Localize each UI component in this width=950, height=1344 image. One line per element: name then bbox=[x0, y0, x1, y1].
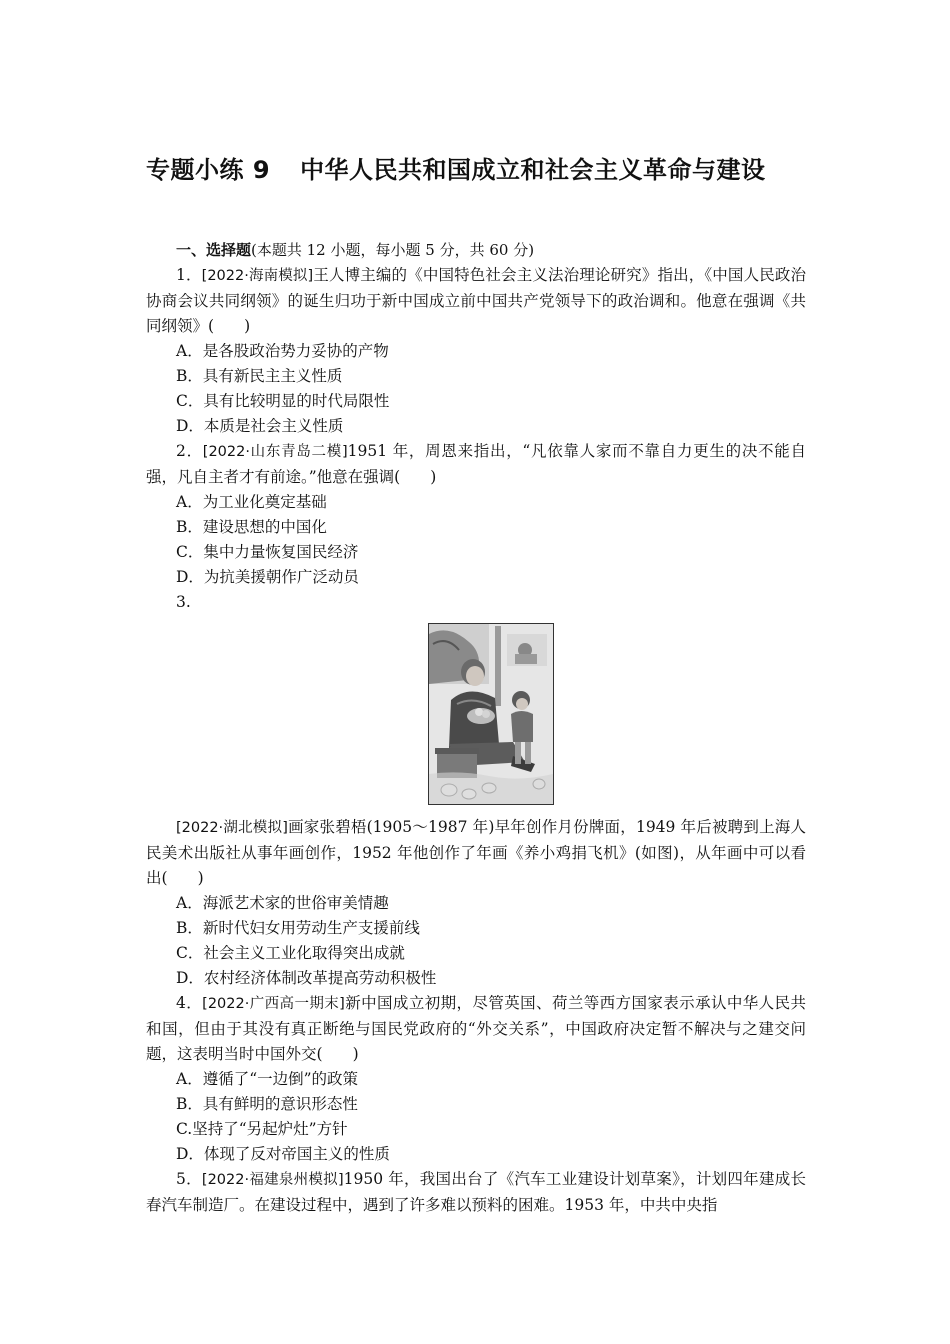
question-1 bbox=[146, 263, 806, 439]
answer-blank-close: ) bbox=[352, 1045, 359, 1063]
option-d: D．本质是社会主义性质 bbox=[176, 417, 344, 435]
option-b: B．具有新民主主义性质 bbox=[176, 367, 343, 385]
question-number: 3. bbox=[176, 593, 191, 611]
question-source: [2022·湖北模拟] bbox=[176, 820, 288, 836]
option-d: D．体现了反对帝国主义的性质 bbox=[176, 1145, 390, 1163]
question-stem bbox=[146, 439, 806, 490]
page-title bbox=[146, 150, 826, 190]
question-text: 1950 年，我国出台了《汽车工业建设计划草案》，计划四年建成长春汽车制造厂。在建设过程中，遇到了许多难以预料的困难。1953 年，中共中央指 bbox=[146, 1170, 806, 1214]
answer-blank-close: ) bbox=[430, 468, 437, 486]
question-text: 王人博主编的《中国特色社会主义法治理论研究》指出，《中国人民政治协商会议共同纲领》的诞生归功于新中国成立前中国共产党领导下的政治调和。他意在强调《共同纲领》( bbox=[146, 266, 806, 335]
option-a: A．海派艺术家的世俗审美情趣 bbox=[176, 894, 389, 912]
new-year-painting-image bbox=[428, 623, 554, 805]
painting-illustration bbox=[429, 624, 553, 804]
option-d: D．为抗美援朝作广泛动员 bbox=[176, 568, 359, 586]
option-b: B．新时代妇女用劳动生产支援前线 bbox=[176, 919, 420, 937]
option-a: A．是各股政治势力妥协的产物 bbox=[176, 342, 389, 360]
section-heading-text: 一、选择题 bbox=[176, 241, 252, 259]
question-stem bbox=[146, 263, 806, 339]
answer-blank-close: ) bbox=[244, 317, 251, 335]
option-c: C.坚持了“另起炉灶”方针 bbox=[176, 1120, 348, 1138]
question-5 bbox=[146, 1167, 806, 1218]
question-stem bbox=[146, 991, 806, 1067]
option-a: A．遵循了“一边倒”的政策 bbox=[176, 1070, 359, 1088]
question-number: 4． bbox=[176, 994, 203, 1012]
option-c: C．社会主义工业化取得突出成就 bbox=[176, 944, 405, 962]
section-heading bbox=[146, 238, 806, 263]
question-4 bbox=[146, 991, 806, 1167]
question-stem bbox=[146, 1167, 806, 1218]
question-text: 新中国成立初期，尽管英国、荷兰等西方国家表示承认中华人民共和国，但由于其没有真正断绝与国民党政府的“外交关系”，中国政府决定暂不解决与之建交问题，这表明当时中国外交( bbox=[146, 994, 806, 1063]
question-source: [2022·福建泉州模拟] bbox=[201, 1172, 344, 1188]
answer-blank-close: ) bbox=[197, 869, 204, 887]
question-3 bbox=[146, 590, 806, 991]
question-text: 1951 年，周恩来指出，“凡依靠人家而不靠自力更生的决不能自强，凡自主者才有前途。”他意在强调( bbox=[146, 442, 806, 486]
figure-container bbox=[146, 615, 806, 815]
title-label: 专题小练 9 bbox=[146, 156, 271, 184]
option-d: D．农村经济体制改革提高劳动积极性 bbox=[176, 969, 437, 987]
exercise-content bbox=[146, 238, 806, 1218]
question-number: 2． bbox=[176, 442, 203, 460]
section-heading-info: (本题共 12 小题，每小题 5 分，共 60 分) bbox=[251, 241, 535, 259]
question-source: [2022·广西高一期末] bbox=[202, 996, 345, 1012]
question-number: 1． bbox=[176, 266, 202, 284]
option-c: C．具有比较明显的时代局限性 bbox=[176, 392, 390, 410]
question-number: 5． bbox=[176, 1170, 202, 1188]
question-2 bbox=[146, 439, 806, 590]
option-b: B．建设思想的中国化 bbox=[176, 518, 327, 536]
option-b: B．具有鲜明的意识形态性 bbox=[176, 1095, 358, 1113]
question-text: 画家张碧梧(1905～1987 年)早年创作月份牌面，1949 年后被聘到上海人民美术出版社从事年画创作，1952 年他创作了年画《养小鸡捐飞机》(如图)，从年画中可以看出( bbox=[146, 818, 806, 887]
option-c: C．集中力量恢复国民经济 bbox=[176, 543, 359, 561]
option-a: A．为工业化奠定基础 bbox=[176, 493, 327, 511]
question-source: [2022·山东青岛二模] bbox=[202, 444, 348, 460]
title-text: 中华人民共和国成立和社会主义革命与建设 bbox=[300, 156, 766, 184]
question-stem bbox=[146, 815, 806, 891]
question-source: [2022·海南模拟] bbox=[201, 268, 314, 284]
